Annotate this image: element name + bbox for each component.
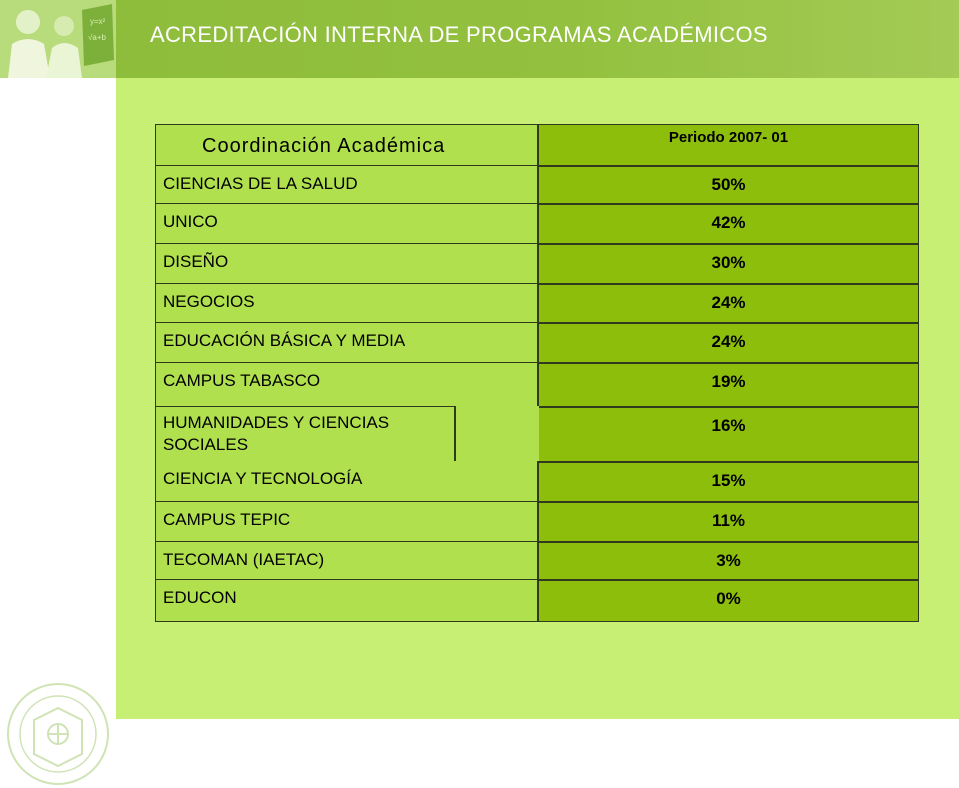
table-row-name: DISEÑO [156, 243, 539, 283]
table-row-name: UNICO [156, 203, 539, 243]
table-row-name: CAMPUS TABASCO [156, 362, 539, 406]
table-row-name: HUMANIDADES Y CIENCIAS SOCIALES [156, 406, 456, 461]
table-row-value: 16% [539, 406, 918, 461]
table-row-name: CIENCIA Y TECNOLOGÍA [156, 461, 539, 501]
table-row-name: EDUCON [156, 579, 539, 621]
left-strip [0, 78, 116, 719]
table-row-value: 11% [539, 501, 918, 541]
table-row-name: CAMPUS TEPIC [156, 501, 539, 541]
table-row-value: 19% [539, 362, 918, 406]
header-band [0, 0, 959, 78]
table-row-name: NEGOCIOS [156, 283, 539, 322]
page-title: ACREDITACIÓN INTERNA DE PROGRAMAS ACADÉMICOS [150, 22, 768, 47]
header-photo [0, 0, 116, 78]
table-row-value: 30% [539, 243, 918, 283]
table-row-name: TECOMAN (IAETAC) [156, 541, 539, 579]
table-row-value: 24% [539, 322, 918, 362]
table-row-name: CIENCIAS DE LA SALUD [156, 165, 539, 203]
table-row-value: 15% [539, 461, 918, 501]
table-row-value: 50% [539, 165, 918, 203]
table-row-value: 0% [539, 579, 918, 621]
column-header-coordination: Coordinación Académica [156, 125, 539, 165]
table-row-value: 42% [539, 203, 918, 243]
table-row-name: EDUCACIÓN BÁSICA Y MEDIA [156, 322, 539, 362]
svg-text:√a+b: √a+b [88, 33, 106, 42]
table-row-value: 24% [539, 283, 918, 322]
column-header-period: Periodo 2007- 01 [539, 125, 918, 165]
university-seal-icon [4, 680, 112, 788]
accreditation-table [155, 124, 919, 622]
table-row-value: 3% [539, 541, 918, 579]
svg-text:y=x²: y=x² [90, 17, 106, 26]
